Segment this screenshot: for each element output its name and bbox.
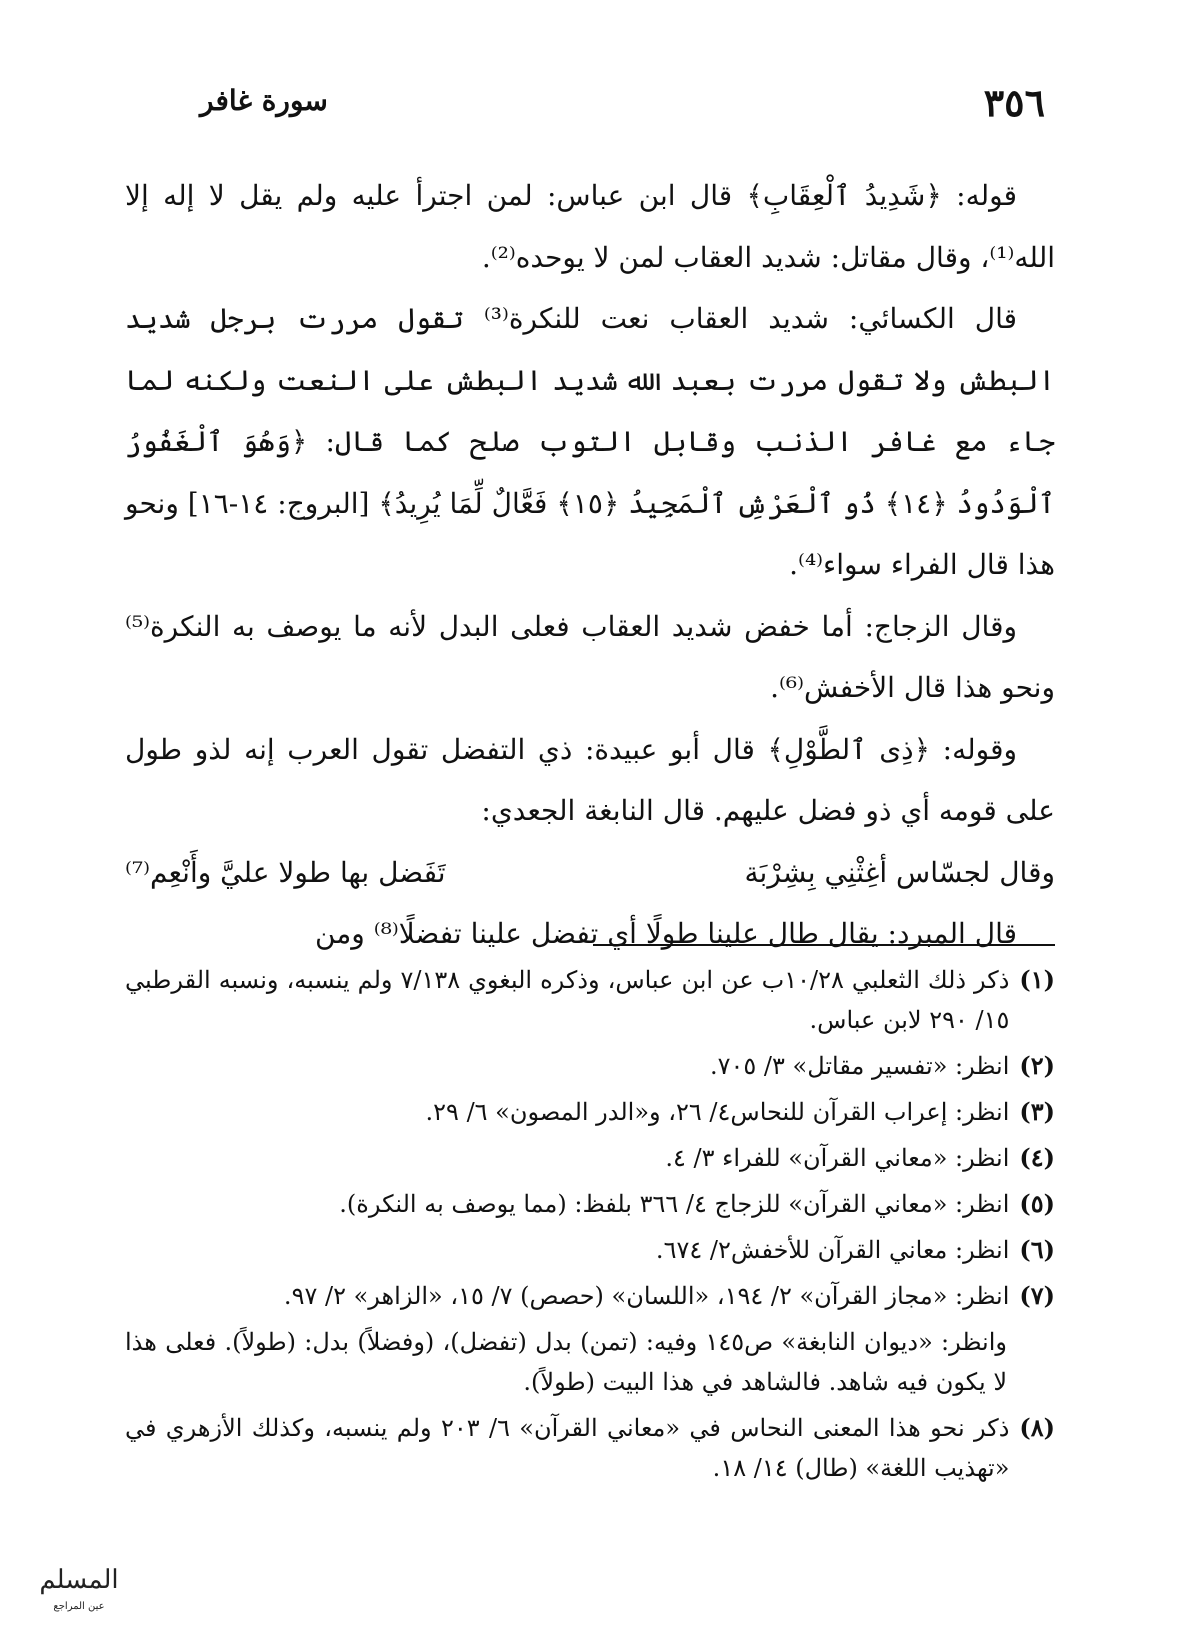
- poetry-verse: [125, 842, 1055, 904]
- paragraph: قوله: ﴿شَدِيدُ ٱلْعِقَابِ﴾ قال ابن عباس: لمن اجترأ عليه ولم يقل لا إله إلا الله⁽¹⁾، وقال مقاتل: شديد العقاب لمن لا يوحده⁽²⁾.: [125, 179, 1055, 274]
- footnote-text: انظر: «معاني القرآن» للزجاج ٤/ ٣٦٦ بلفظ: (مما يوصف به النكرة).: [339, 1190, 1010, 1218]
- logo-sub-text: عين المراجع: [53, 1601, 105, 1612]
- footnote-text: انظر: «معاني القرآن» للفراء ٣/ ٤.: [665, 1144, 1010, 1172]
- footnote-number: (٥): [1019, 1189, 1055, 1218]
- paragraph: وقال الزجاج: أما خفض شديد العقاب فعلى البدل لأنه ما يوصف به النكرة⁽⁵⁾ ونحو هذا قال الأخفش⁽⁶⁾.: [125, 609, 1055, 704]
- footnote-number: (٦): [1019, 1235, 1055, 1264]
- footnote-continuation: وانظر: «ديوان النابغة» ص١٤٥ وفيه: (تمن) بدل (تفضل)، (وفضلاً) بدل: (طولاً). فعلى هذا لا يكون فيه شاهد. فالشاهد في هذا البيت (طولاً).: [125, 1328, 1007, 1396]
- footnote-text: ذكر ذلك الثعلبي ١٠/٢٨ب عن ابن عباس، وذكره البغوي ٧/١٣٨ ولم ينسبه، ونسبه القرطبي ١٥/ ٢٩٠ لابن عباس.: [125, 966, 1010, 1034]
- verse-second-hemistich: تَفَضل بها طولا عليَّ وأَنْعِم⁽⁷⁾: [125, 855, 446, 889]
- footnote: [125, 1092, 1055, 1132]
- footnote-text: انظر: «مجاز القرآن» ٢/ ١٩٤، «اللسان» (حصص) ٧/ ١٥، «الزاهر» ٢/ ٩٧.: [283, 1282, 1010, 1310]
- footnote-number: (١): [1019, 965, 1055, 994]
- footnote: [125, 1230, 1055, 1270]
- footnote-number: (٧): [1019, 1281, 1055, 1310]
- paragraph: وقوله: ﴿ذِى ٱلطَّوْلِ﴾ قال أبو عبيدة: ذي التفضل تقول العرب إنه لذو طول على قومه أي ذو فضل عليهم. قال النابغة الجعدي:: [125, 732, 1055, 827]
- page-header: [200, 80, 1045, 130]
- footnote-number: (٣): [1019, 1097, 1055, 1126]
- page-number: ٣٥٦: [983, 80, 1045, 125]
- footnote: [125, 1138, 1055, 1178]
- footnote-text: انظر: «تفسير مقاتل» ٣/ ٧٠٥.: [709, 1052, 1010, 1080]
- footnote: [125, 1276, 1055, 1316]
- publisher-logo: [14, 1560, 144, 1630]
- footnote-number: (٤): [1019, 1143, 1055, 1172]
- footnote-divider: [593, 944, 1055, 946]
- paragraph: قال الكسائي: شديد العقاب نعت للنكرة⁽³⁾ تقول مررت برجل شديد البطش ولا تقول مررت بعبد الله شديد البطش على النعت ولكنه لما جاء مع غافر الذنب وقابل التوب صلح كما قال: ﴿وَهُوَ ٱلْغَفُورُ ٱلْوَدُودُ ﴿١٤﴾ ذُو ٱلْعَرْشِ ٱلْمَجِيدُ ﴿١٥﴾ فَعَّالٌ لِّمَا يُرِيدُ﴾ [البروج: ١٤-١٦] ونحو هذا قال الفراء سواء⁽⁴⁾.: [125, 302, 1055, 581]
- paragraph: قال المبرد: يقال طال علينا طولًا أي تفضل علينا تفضلًا⁽⁸⁾ ومن: [314, 917, 1017, 950]
- footnote-text: انظر: معاني القرآن للأخفش٢/ ٦٧٤.: [655, 1236, 1010, 1264]
- footnote-number: (٢): [1019, 1051, 1055, 1080]
- footnotes: [125, 960, 1055, 1494]
- main-text: [125, 165, 1055, 965]
- footnote: [125, 1184, 1055, 1224]
- footnote-number: (٨): [1019, 1413, 1055, 1442]
- footnote-text: انظر: إعراب القرآن للنحاس٤/ ٢٦، و«الدر المصون» ٦/ ٢٩.: [425, 1098, 1010, 1126]
- surah-title: سورة غافر: [200, 84, 328, 117]
- footnote: [125, 960, 1055, 1040]
- footnote: [125, 1046, 1055, 1086]
- footnote-text: ذكر نحو هذا المعنى النحاس في «معاني القرآن» ٦/ ٢٠٣ ولم ينسبه، وكذلك الأزهري في «تهذيب اللغة» (طال) ١٤/ ١٨.: [125, 1414, 1010, 1482]
- verse-first-hemistich: وقال لجسّاس أغِثْنِي بِشِرْبَة: [744, 855, 1055, 889]
- footnote: [125, 1408, 1055, 1488]
- logo-main-text: المسلم: [39, 1565, 119, 1595]
